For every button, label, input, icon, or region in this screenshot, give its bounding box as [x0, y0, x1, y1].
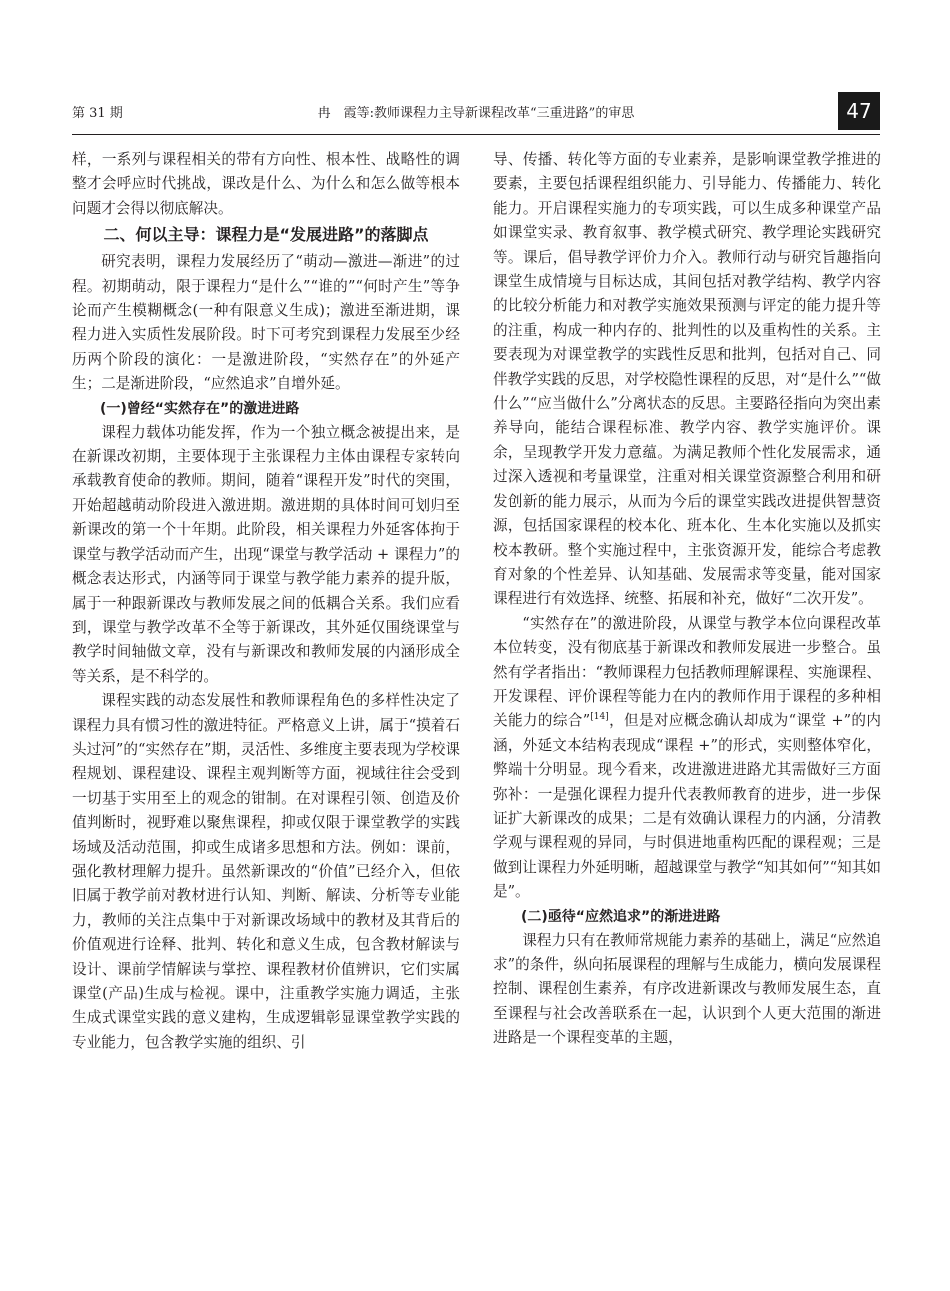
paragraph-text: ，但是对应概念确认却成为“课堂 +”的内涵，外延文本结构表现成“课程 +”的形式，实则整体窄化，弊端十分明显。现今看来，改进激进进路尤其需做好三方面弥补：一是强化课程力提升代表教师教育的进步，进一步保证扩大新课改的成果；二是有效确认课程力的内涵，分清教学观与课程观的异同，与时俱进地重构匹配的课程观；三是做到让课程力外延明晰，超越课堂与教学“知其如何”“知其如是”。 [493, 712, 881, 901]
paragraph: 研究表明，课程力发展经历了“萌动—激进—渐进”的过程。初期萌动，限于课程力“是什么”“谁的”“何时产生”等争论而产生模糊概念(一种有限意义生成)；激进至渐进期，课程力进入实质性发展阶段。时下可考究到课程力发展至少经历两个阶段的演化：一是激进阶段，“实然存在”的外延产生；二是渐进阶段，“应然追求”自增外延。 [72, 253, 460, 393]
page-header [72, 92, 880, 132]
paragraph: 课程力只有在教师常规能力素养的基础上，满足“应然追求”的条件，纵向拓展课程的理解与生成能力，横向发展课程控制、课程创生素养，有序改进新课改与教师发展生态，直至课程与社会改善联系在一起，认识到个人更大范围的渐进进路是一个课程变革的主题， [493, 931, 881, 1047]
right-column [493, 148, 881, 1051]
subsection-heading: (二)亟待“应然追求”的渐进进路 [521, 908, 721, 925]
header-rule [72, 134, 880, 135]
paragraph [493, 612, 881, 905]
paragraph-text: “实然存在”的激进阶段，从课堂与教学本位向课程改革本位转变，没有彻底基于新课改和教师发展进一步整合。虽然有学者指出：“教师课程力包括教师理解课程、实施课程、开发课程、评价课程等能力在内的教师作用于课程的多种相关能力的综合” [493, 614, 881, 730]
section-heading: 二、何以主导：课程力是“发展进路”的落脚点 [103, 225, 429, 245]
paragraph: 课程实践的动态发展性和教师课程角色的多样性决定了课程力具有惯习性的激进特征。严格意义上讲，属于“摸着石头过河”的“实然存在”期，灵活性、多维度主要表现为学校课程规划、课程建设、课程主观判断等方面，视域往往会受到一切基于实用至上的观念的钳制。在对课程引领、创造及价值判断时，视野难以聚焦课程，抑或仅限于课堂教学的实践场域及活动范围，抑或生成诸多思想和方法。例如：课前，强化教材理解力提升。虽然新课改的“价值”已经介入，但依旧属于教学前对教材进行认知、判断、解读、分析等专业能力，教师的关注点集中于对新课改场域中的教材及其背后的价值观进行诠释、批判、转化和意义生成，包含教材解读与设计、课前学情解读与掌控、课程教材价值辨识，它们实属课堂(产品)生成与检视。课中，注重教学实施力调适，主张生成式课堂实践的意义建构，生成逻辑彰显课堂教学实践的专业能力，包含教学实施的组织、引 [72, 692, 460, 1051]
paragraph: 样，一系列与课程相关的带有方向性、根本性、战略性的调整才会呼应时代挑战，课改是什么、为什么和怎么做等根本问题才会得以彻底解决。 [72, 151, 460, 217]
subsection-heading: (一)曾经“实然存在”的激进进路 [100, 400, 300, 417]
left-column [72, 148, 460, 1055]
issue-number: 第 31 期 [72, 106, 123, 121]
running-title: 冉 霞等:教师课程力主导新课程改革“三重进路”的审思 [317, 106, 635, 121]
paragraph: 导、传播、转化等方面的专业素养，是影响课堂教学推进的要素，主要包括课程组织能力、引导能力、传播能力、转化能力。开启课程实施力的专项实践，可以生成多种课堂产品如课堂实录、教育叙事、教学模式研究、教学理论实践研究等。课后，倡导教学评价力介入。教师行动与研究旨趣指向课堂生成情境与目标达成，其间包括对教学结构、教学内容的比较分析能力和对教学实施效果预测与评定的能力提升等的注重，构成一种内存的、批判性的以及重构性的关系。主要表现为对课堂教学的实践性反思和批判，包括对自己、同伴教学实践的反思，对学校隐性课程的反思，对“是什么”“做什么”“应当做什么”分离状态的反思。主要路径指向为突出素养导向，能结合课程标准、教学内容、教学实施评价。课余，呈现教学开发力意蕴。为满足教师个性化发展需求，通过深入透视和考量课堂，注重对相关课堂资源整合利用和研发创新的能力展示，从而为今后的课堂实践改进提供智慧资源，包括国家课程的校本化、班本化、生本化实施以及抓实校本教研。整个实施过程中，主张资源开发，能综合考虑教育对象的个性差异、认知基础、发展需求等变量，能对国家课程进行有效选择、统整、拓展和补充，做好“二次开发”。 [493, 151, 881, 608]
page-number-badge: 47 [838, 92, 880, 130]
citation-marker: [14] [590, 712, 609, 723]
paragraph: 课程力载体功能发挥，作为一个独立概念被提出来，是在新课改初期，主要体现于主张课程力主体由课程专家转向承载教育使命的教师。期间，随着“课程开发”时代的突围，开始超越萌动阶段进入激进期。激进期的具体时间可划归至新课改的第一个十年期。此阶段，相关课程力外延客体拘于课堂与教学活动而产生，出现“课堂与教学活动 + 课程力”的概念表达形式，内涵等同于课堂与教学能力素养的提升版，属于一种跟新课改与教师发展之间的低耦合关系。我们应看到，课堂与教学改革不全等于新课改，其外延仅围绕课堂与教学时间轴做文章，没有与新课改和教师发展的内涵形成全等关系，是不科学的。 [72, 423, 460, 685]
